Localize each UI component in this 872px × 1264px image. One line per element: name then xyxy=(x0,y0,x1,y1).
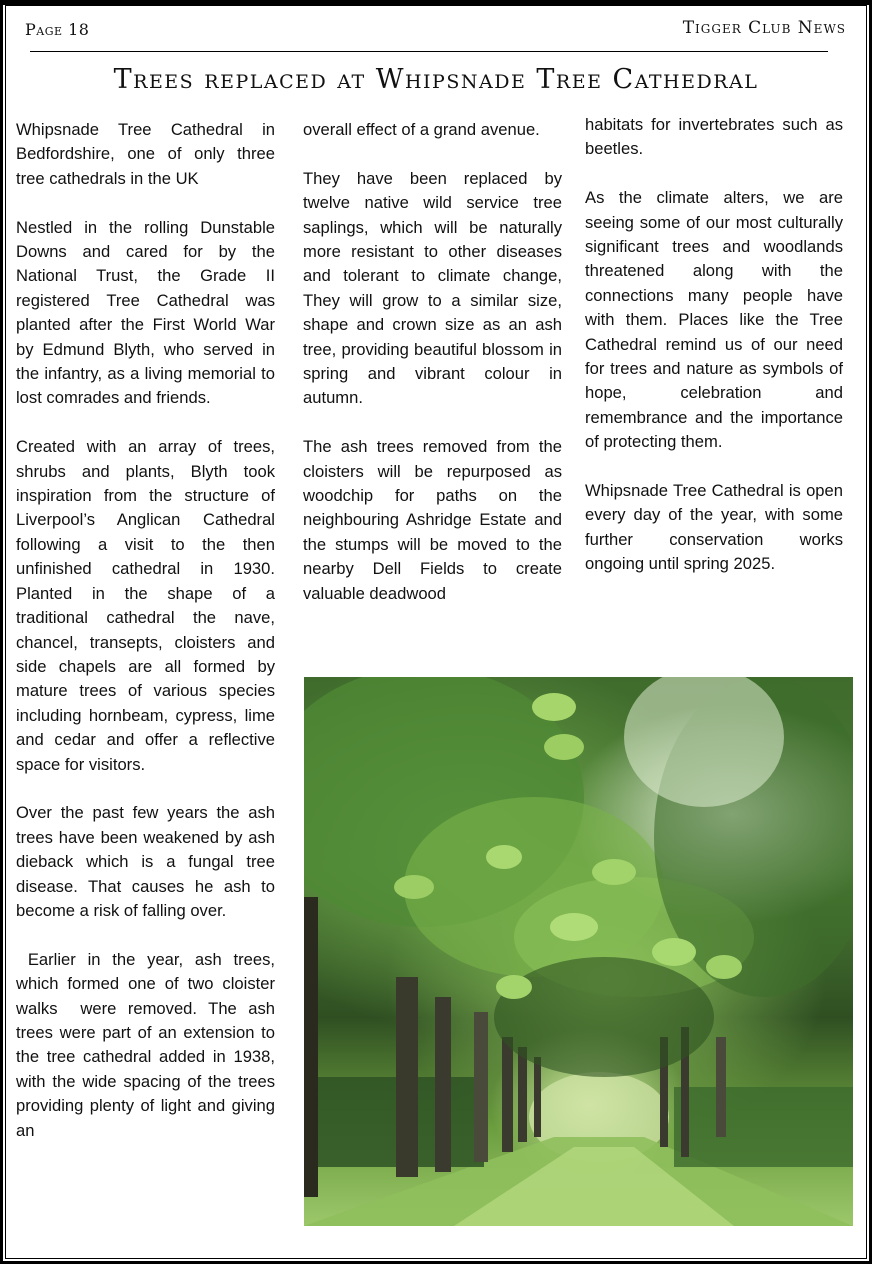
paragraph: As the climate alters, we are seeing some of our most culturally significant trees and woodlands threatened along with the connections many people have with them. Places like the Tree Cathedral remind us of our need for trees and nature as symbols of hope, celebration and remembrance and the importance of protecting them. xyxy=(585,188,843,452)
tree-trunk xyxy=(304,897,318,1197)
tree-trunk xyxy=(716,1037,726,1137)
leaf xyxy=(706,955,742,979)
tree-trunk xyxy=(534,1057,541,1137)
hedge-left xyxy=(304,1077,484,1167)
paragraph: Nestled in the rolling Dunstable Downs and cared for by the National Trust, the Grade II registered Tree Cathedral was planted after the First World War by Edmund Blyth, who served in the infantry, as a living memorial to lost comrades and friends. xyxy=(16,217,275,408)
leaf xyxy=(532,693,576,721)
tree-trunk xyxy=(518,1047,527,1142)
leaf xyxy=(544,734,584,760)
tree-trunk xyxy=(502,1037,513,1152)
paragraph: overall effect of a grand avenue. xyxy=(303,120,540,139)
article-column-1 xyxy=(16,118,280,1143)
leaf xyxy=(550,913,598,941)
header-divider xyxy=(30,51,828,52)
publication-title: Tigger Club News xyxy=(682,18,846,38)
article-column-2 xyxy=(303,118,562,606)
paragraph: Earlier in the year, ash trees, which formed one of two cloister walks were removed. The ash trees were part of an extension to the tree cathedral added in 1938, with the wide spacing of the trees providing plenty of light and giving an xyxy=(16,949,280,1140)
tree-trunk xyxy=(474,1012,488,1162)
paragraph: Over the past few years the ash trees have been weakened by ash dieback which is a fungal tree disease. That causes he ash to become a risk of falling over. xyxy=(16,803,275,920)
paragraph: habitats for invertebrates such as beetles. xyxy=(585,115,843,159)
paragraph: The ash trees removed from the cloisters will be repurposed as woodchip for paths on the neighbouring Ashridge Estate and the stumps will be moved to the nearby Dell Fields to create valuable deadwood xyxy=(303,437,562,603)
paragraph: Whipsnade Tree Cathedral is open every day of the year, with some further conservation works ongoing until spring 2025. xyxy=(585,481,843,574)
leaf xyxy=(394,875,434,899)
tree-avenue-photo xyxy=(304,677,853,1226)
leaf xyxy=(496,975,532,999)
tree-trunk xyxy=(435,997,451,1172)
hedge-right xyxy=(674,1087,853,1167)
tree-trunk xyxy=(396,977,418,1177)
canopy-shadow xyxy=(494,957,714,1077)
leaf xyxy=(486,845,522,869)
paragraph: They have been replaced by twelve native wild service tree saplings, which will be naturally more resistant to other diseases and tolerant to climate change, They will grow to a similar size, shape and crown size as an ash tree, providing beautiful blossom in spring and vibrant colour in autumn. xyxy=(303,168,562,408)
article-title: Trees replaced at Whipsnade Tree Cathedral xyxy=(113,64,759,95)
article-column-3 xyxy=(585,113,843,577)
leaf xyxy=(592,859,636,885)
paragraph: Created with an array of trees, shrubs and plants, Blyth took inspiration from the structure of Liverpool’s Anglican Cathedral following a visit to the then unfinished cathedral in 1930. Planted in the shape of a traditional cathedral the nave, chancel, transepts, cloisters and side chapels are all formed by mature trees of various species including hornbeam, cypress, lime and cedar and offer a reflective space for visitors. xyxy=(16,437,275,774)
leaf xyxy=(652,938,696,966)
paragraph: Whipsnade Tree Cathedral in Bedfordshire, one of only three tree cathedrals in the UK xyxy=(16,120,275,188)
photo-illustration xyxy=(304,677,853,1226)
page-number: Page 18 xyxy=(25,20,90,39)
